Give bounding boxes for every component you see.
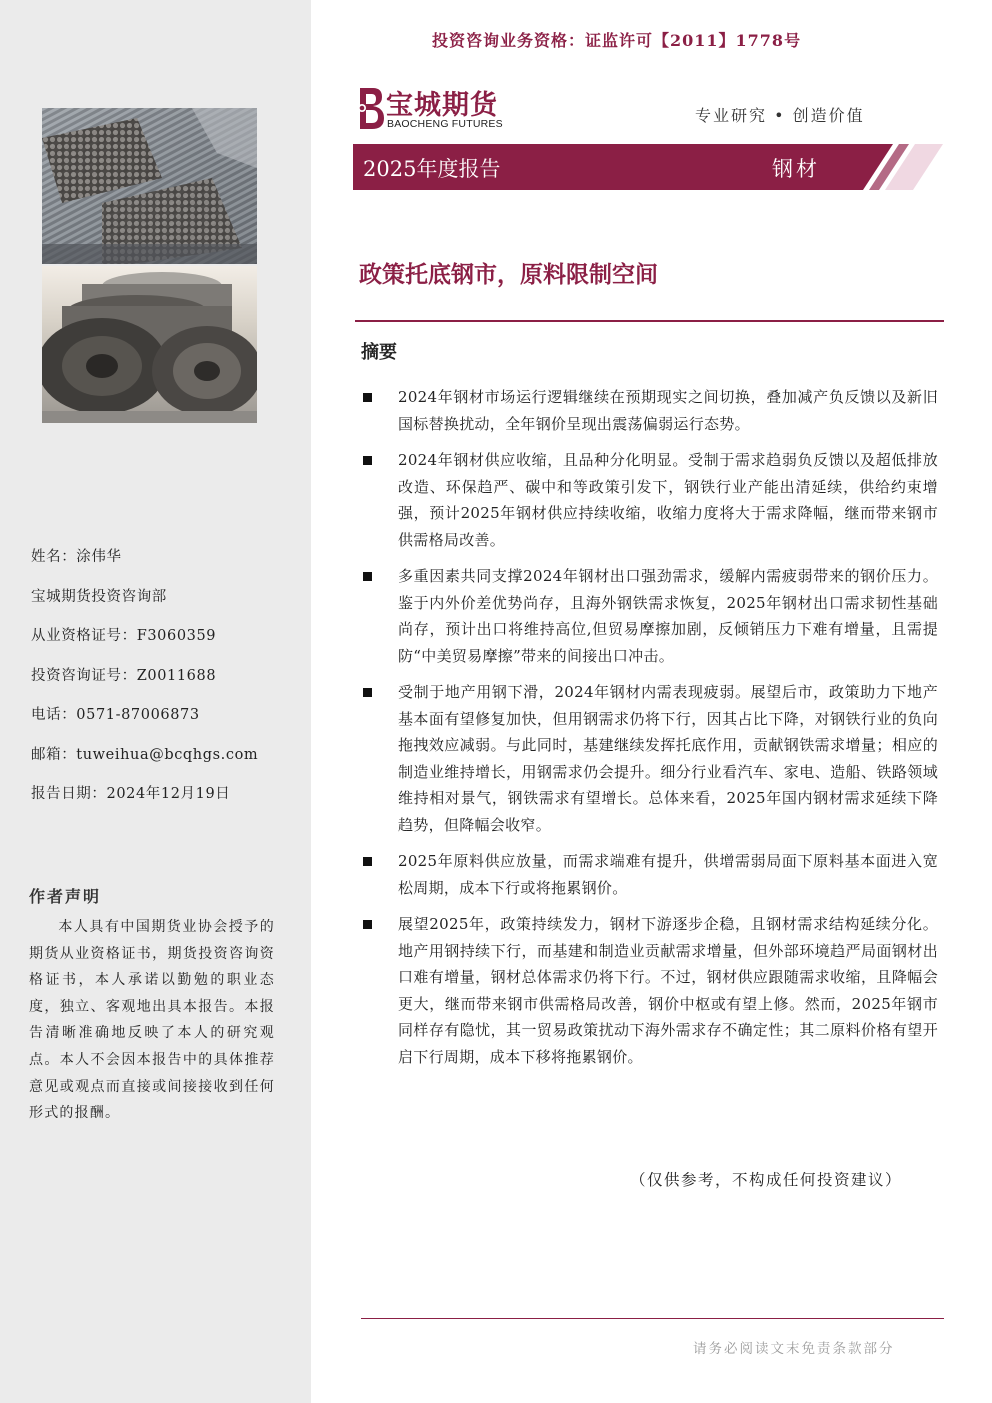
summary-item xyxy=(362,848,938,901)
summary-list xyxy=(362,384,938,1080)
logo-mark-icon xyxy=(356,84,386,132)
summary-item-text: 展望2025年，政策持续发力，钢材下游逐步企稳，且钢材需求结构延续分化。地产用钢持续下行，而基建和制造业贡献需求增量，但外部环境趋严局面钢材出口难有增量，钢材总体需求仍将下行。不过，钢材供应跟随需求收缩，且降幅会更大，继而带来钢市供需格局改善，钢价中枢或有望上修。然而，2025年钢市同样存有隐忧，其一贸易政策扰动下海外需求存不确定性；其二原料价格有望开启下行周期，成本下移将拖累钢价。 xyxy=(398,915,938,1066)
summary-item xyxy=(362,679,938,838)
divider xyxy=(355,320,944,322)
square-bullet-icon xyxy=(363,857,372,866)
author-info xyxy=(31,545,291,822)
qualification-number: 从业资格证号：F3060359 xyxy=(31,628,217,644)
summary-heading: 摘要 xyxy=(361,342,397,363)
report-date: 报告日期：2024年12月19日 xyxy=(31,786,231,802)
footer-note: 请务必阅读文末免责条款部分 xyxy=(693,1341,895,1357)
declaration-title: 作者声明 xyxy=(29,887,102,906)
author-email[interactable]: 邮箱：tuweihua@bcqhgs.com xyxy=(31,746,259,763)
steel-coils-photo xyxy=(42,266,257,423)
author-phone: 电话：0571-87006873 xyxy=(31,707,200,723)
summary-item-text: 2025年原料供应放量，而需求端难有提升，供增需弱局面下原料基本面进入宽松周期，成本下行或将拖累钢价。 xyxy=(398,852,938,897)
author-department: 宝城期货投资咨询部 xyxy=(31,588,167,605)
summary-item-text: 多重因素共同支撑2024年钢材出口强劲需求，缓解内需疲弱带来的钢价压力。鉴于内外价差优势尚存，且海外钢铁需求恢复，2025年钢材出口需求韧性基础尚存，预计出口将维持高位,但贸易摩擦加剧，反倾销压力下难有增量，且需提防“中美贸易摩擦”带来的间接出口冲击。 xyxy=(398,567,938,665)
logo-chinese-name: 宝城期货 xyxy=(386,90,498,121)
summary-item xyxy=(362,563,938,669)
footer-divider xyxy=(361,1318,944,1319)
summary-item xyxy=(362,911,938,1070)
company-logo xyxy=(356,84,526,132)
summary-item xyxy=(362,384,938,437)
square-bullet-icon xyxy=(363,456,372,465)
square-bullet-icon xyxy=(363,572,372,581)
square-bullet-icon xyxy=(363,688,372,697)
rebar-photo xyxy=(42,108,257,264)
report-type: 2025年度报告 xyxy=(363,157,501,181)
declaration-body: 本人具有中国期货业协会授予的期货从业资格证书，期货投资咨询资格证书，本人承诺以勤勉的职业态度，独立、客观地出具本报告。本报告清晰准确地反映了本人的研究观点。本人不会因本报告中的具体推荐意见或观点而直接或间接接收到任何形式的报酬。 xyxy=(29,919,275,1122)
summary-item-text: 2024年钢材供应收缩，且品种分化明显。受制于需求趋弱负反馈以及超低排放改造、环保趋严、碳中和等政策引发下，钢铁行业产能出清延续，供给约束增强，预计2025年钢材供应持续收缩，收缩力度将大于需求降幅，继而带来钢市供需格局改善。 xyxy=(398,451,938,549)
report-headline: 政策托底钢市，原料限制空间 xyxy=(359,262,658,288)
author-name: 姓名：涂伟华 xyxy=(31,549,122,565)
summary-item xyxy=(362,447,938,553)
license-text: 投资咨询业务资格：证监许可【2011】1778号 xyxy=(432,31,802,50)
consulting-number: 投资咨询证号：Z0011688 xyxy=(31,667,217,684)
square-bullet-icon xyxy=(363,393,372,402)
report-category: 钢材 xyxy=(772,157,820,181)
summary-item-text: 2024年钢材市场运行逻辑继续在预期现实之间切换，叠加减产负反馈以及新旧国标替换扰动，全年钢价呈现出震荡偏弱运行态势。 xyxy=(398,388,938,433)
square-bullet-icon xyxy=(363,920,372,929)
slogan: 专业研究 • 创造价值 xyxy=(695,106,865,125)
logo-english-name: BAOCHENG FUTURES xyxy=(387,118,503,130)
summary-item-text: 受制于地产用钢下滑，2024年钢材内需表现疲弱。展望后市，政策助力下地产基本面有望修复加快，但用钢需求仍将下行，因其占比下降，对钢铁行业的负向拖拽效应减弱。与此同时，基建继续发挥托底作用，贡献钢铁需求增量；相应的制造业维持增长，用钢需求仍会提升。细分行业看汽车、家电、造船、铁路领域维持相对景气，钢铁需求有望增长。总体来看，2025年国内钢材需求延续下降趋势，但降幅会收窄。 xyxy=(398,683,938,834)
disclaimer: （仅供参考，不构成任何投资建议） xyxy=(630,1171,903,1189)
